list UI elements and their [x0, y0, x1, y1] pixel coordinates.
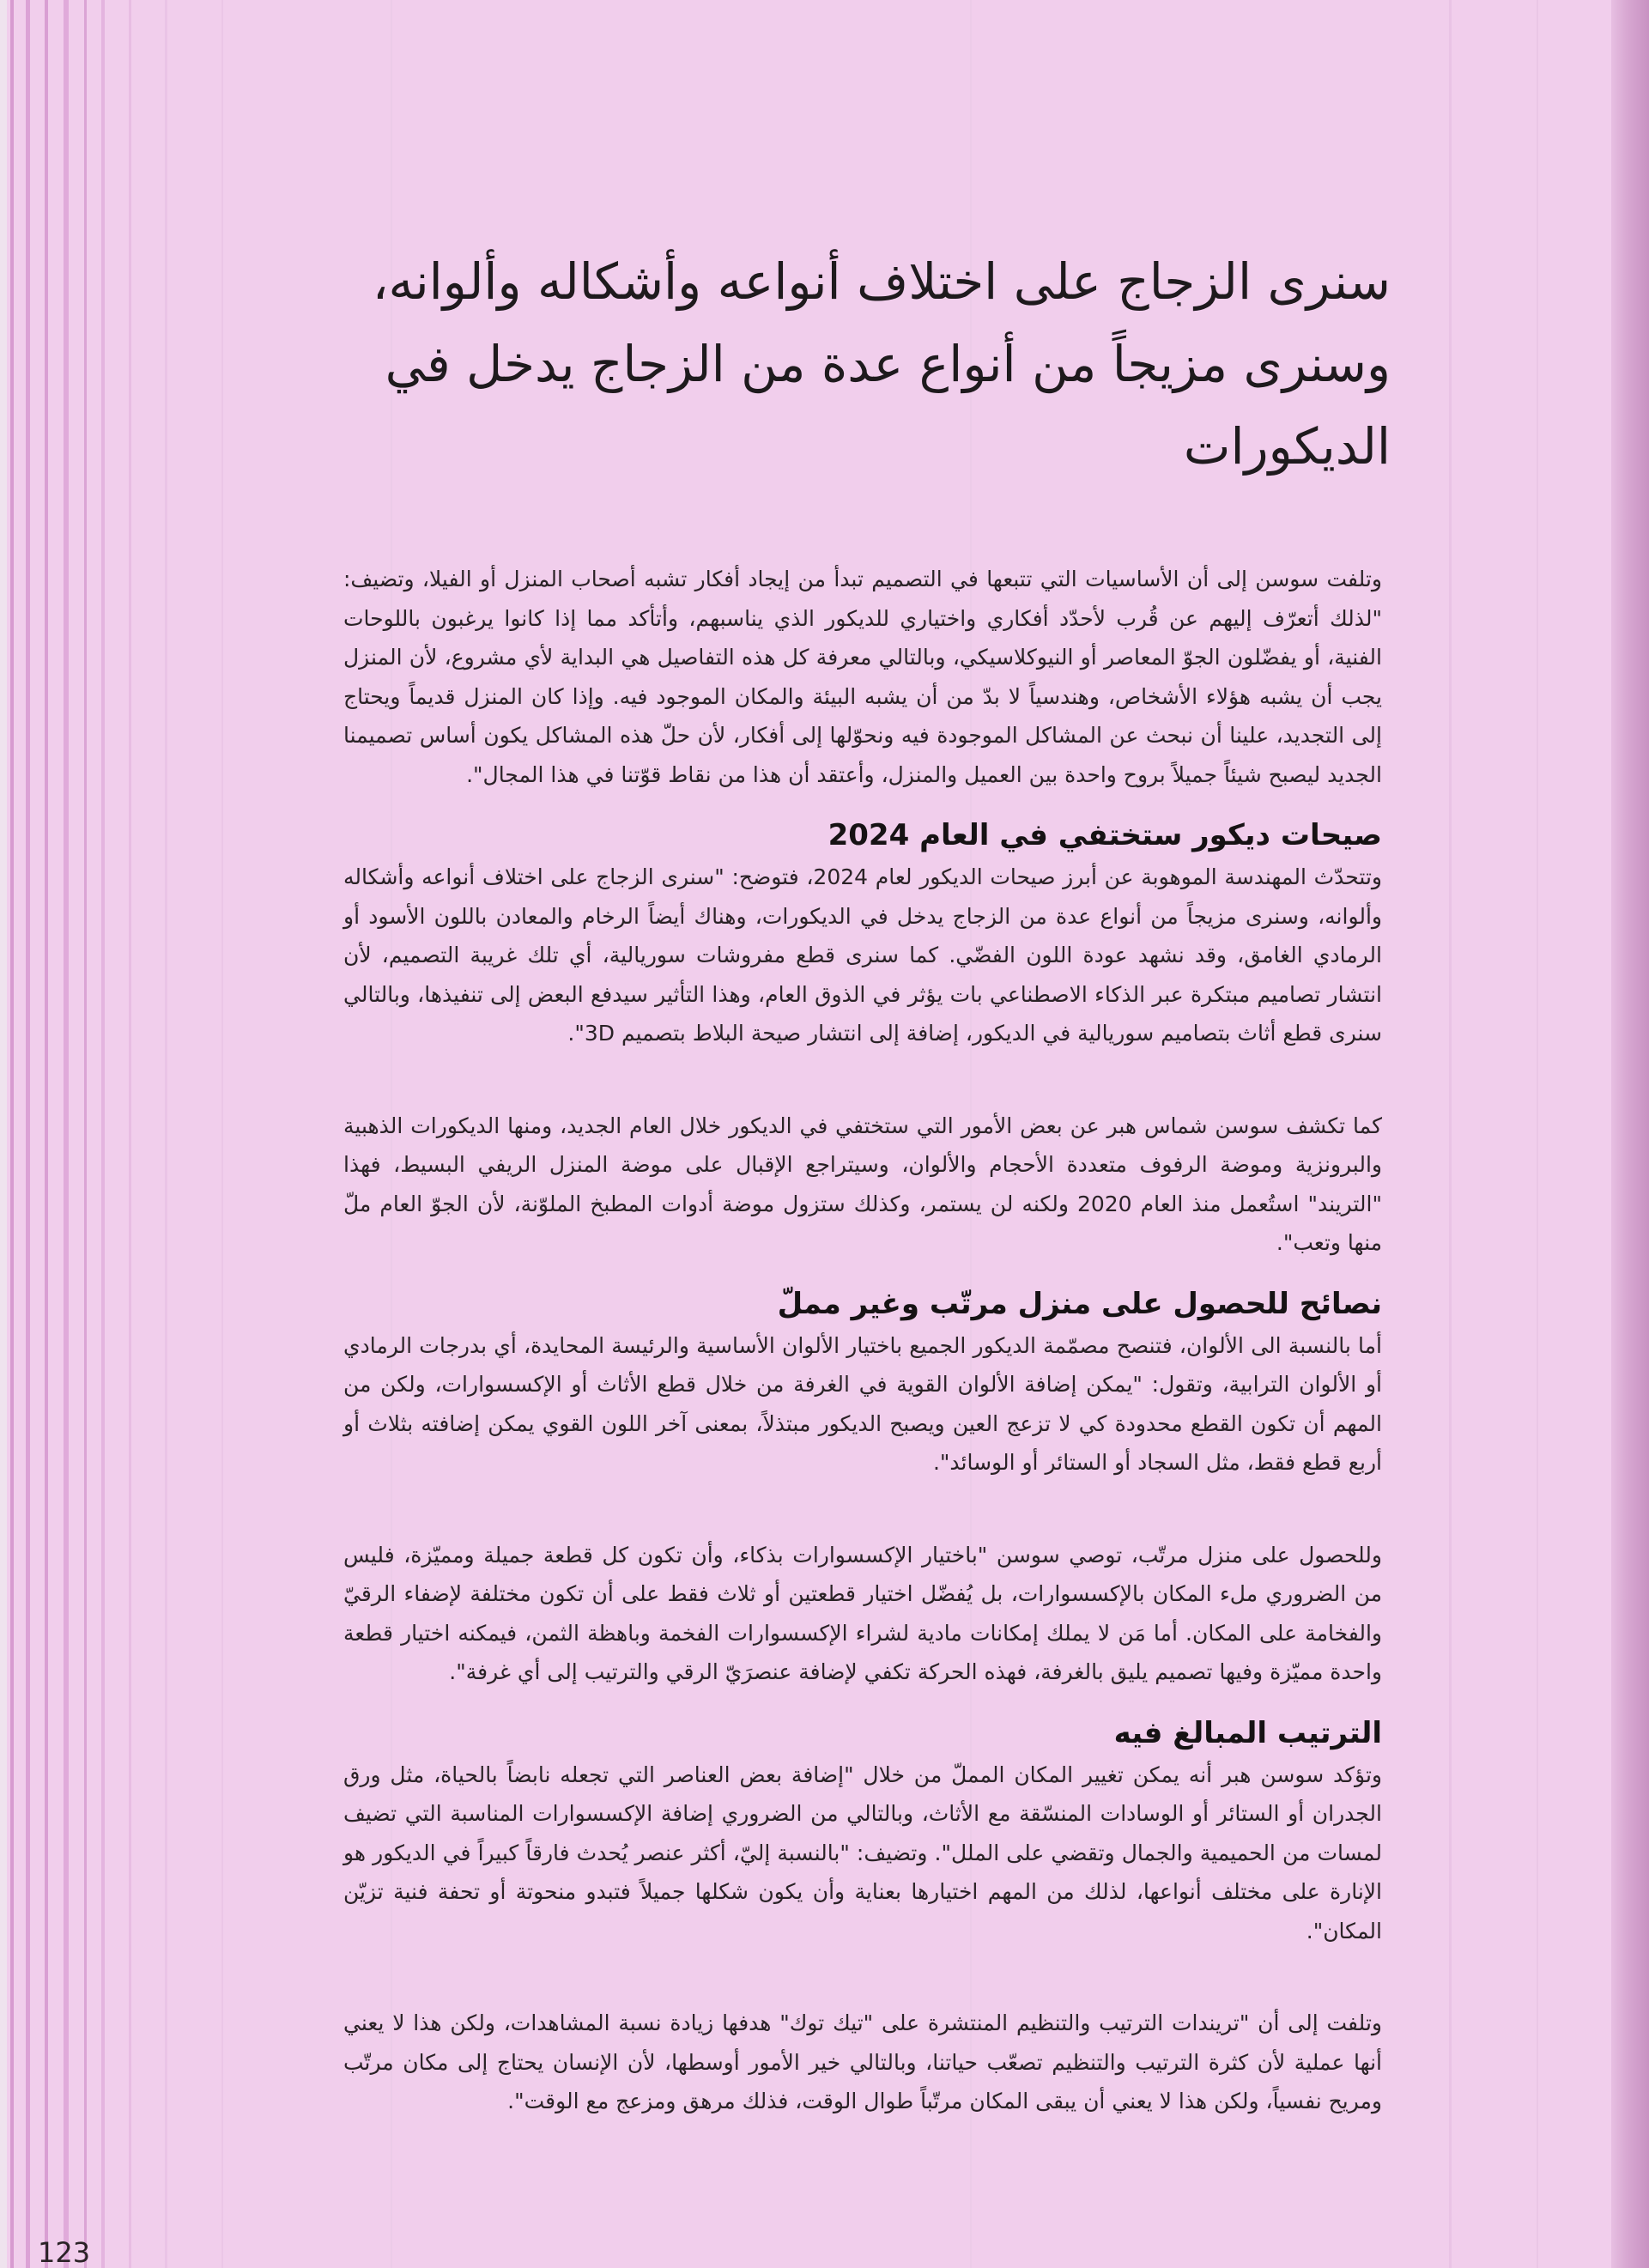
- paragraph-colors: أما بالنسبة الى الألوان، فتنصح مصمّمة الديكور الجميع باختيار الألوان الأساسية والرئيسة المحايدة، أي بدرجات الرمادي أو الألوان الترابية، وتقول: "يمكن إضافة الألوان القوية في الغرفة من خلال قطع الأثاث أو الإكسسوارات، ولكن من المهم أن تكون القطع محدودة كي لا تزعج العين ويصبح الديكور مبتذلاً، بمعنى آخر اللون القوي يمكن إضافته بثلاث أو أربع قطع فقط، مثل السجاد أو الستائر أو الوسائد".: [343, 1332, 1382, 1475]
- paragraph-lighting: وتؤكد سوسن هبر أنه يمكن تغيير المكان المملّ من خلال "إضافة بعض العناصر التي تجعله نابضاً بالحياة، مثل ورق الجدران أو الستائر أو الوسادات المنسّقة مع الأثاث، وبالتالي من الضروري إضافة الإكسسوارات المناسبة التي تضيف لمسات من الحميمية والجمال وتقضي على الملل". وتضيف: "بالنسبة إليّ، أكثر عنصر يُحدث فارقاً كبيراً في الديكور هو الإنارة على مختلف أنواعها، لذلك من المهم اختيارها بعناية وأن يكون شكلها جميلاً فتبدو منحوتة أو تحفة فنية تزيّن المكان".: [343, 1762, 1382, 1944]
- heading-tips: نصائح للحصول على منزل مرتّب وغير مملّ: [777, 1286, 1382, 1321]
- paragraph-tiktok: وتلفت إلى أن "تريندات الترتيب والتنظيم المنتشرة على "تيك توك" هدفها زيادة نسبة المشاهدات، ولكن هذا لا يعني أنها عملية لأن كثرة الترتيب والتنظيم تصعّب حياتنا، وبالتالي خير الأمور أوسطها، لأن الإنسان يحتاج إلى مكان مرتّب ومريح نفسياً، ولكن هذا لا يعني أن يبقى المكان مرتّباً طوال الوقت، فذلك مرهق ومزعج مع الوقت".: [343, 2010, 1382, 2113]
- edge-stripe: [64, 0, 69, 2268]
- edge-stripe: [129, 0, 131, 2268]
- article-body: [343, 560, 1382, 2121]
- page-right-edge: [1611, 0, 1649, 2268]
- edge-stripe: [10, 0, 14, 2268]
- edge-stripe: [165, 0, 167, 2268]
- edge-stripe: [84, 0, 87, 2268]
- paragraph-trends: وتتحدّث المهندسة الموهوبة عن أبرز صيحات الديكور لعام 2024، فتوضح: "سنرى الزجاج على اختلاف أنواعه وأشكاله وألوانه، وسنرى مزيجاً من أنواع عدة من الزجاج يدخل في الديكورات، وهناك أيضاً الرخام والمعادن باللون الأسود أو الرمادي الغامق، وقد نشهد عودة اللون الفضّي. كما سنرى قطع مفروشات سوريالية، أي تلك غريبة التصميم، لأن انتشار تصاميم مبتكرة عبر الذكاء الاصطناعي بات يؤثر في الذوق العام، وهذا التأثير سيدفع البعض إلى تنفيذها، وبالتالي سنرى قطع أثاث بتصاميم سوريالية في الديكور، إضافة إلى انتشار صيحة البلاط بتصميم 3D".: [343, 864, 1382, 1046]
- heading-excessive-order: الترتيب المبالغ فيه: [1113, 1715, 1382, 1750]
- heading-trends-2024: صيحات ديكور ستختفي في العام 2024: [828, 818, 1382, 852]
- paragraph-intro: وتلفت سوسن إلى أن الأساسيات التي تتبعها في التصميم تبدأ من إيجاد أفكار تشبه أصحاب المنزل أو الفيلا، وتضيف: "لذلك أتعرّف إليهم عن قُرب لأحدّد أفكاري واختياري للديكور الذي يناسبهم، وأتأكد مما إذا كانوا يرغبون باللوحات الفنية، أو يفضّلون الجوّ المعاصر أو النيوكلاسيكي، وبالتالي معرفة كل هذه التفاصيل هي البداية لأي مشروع، لأن المنزل يجب أن يشبه هؤلاء الأشخاص، وهندسياً لا بدّ من أن يشبه البيئة والمكان الموجود فيه. وإذا كان المنزل قديماً ويحتاج إلى التجديد، علينا أن نبحث عن المشاكل الموجودة فيه ونحوّلها إلى أفكار، لأن حلّ هذه المشاكل يكون أساس تصميمنا الجديد ليصبح شيئاً جميلاً بروح واحدة بين العميل والمنزل، وأعتقد أن هذا من نقاط قوّتنا في هذا المجال".: [343, 567, 1382, 787]
- edge-stripe: [221, 0, 223, 2268]
- edge-stripe: [1537, 0, 1538, 2268]
- edge-stripe: [45, 0, 48, 2268]
- edge-stripe: [26, 0, 30, 2268]
- edge-stripe: [1449, 0, 1452, 2268]
- edge-stripe: [0, 0, 7, 2268]
- edge-stripe: [101, 0, 105, 2268]
- page-number: 123: [38, 2236, 91, 2268]
- paragraph-accessories: وللحصول على منزل مرتّب، توصي سوسن "باختيار الإكسسوارات بذكاء، وأن تكون كل قطعة جميلة ومميّزة، فليس من الضروري ملء المكان بالإكسسوارات، بل يُفضّل اختيار قطعتين أو ثلاث فقط على أن تكون مختلفة لإضفاء الرقيّ والفخامة على المكان. أما مَن لا يملك إمكانات مادية لشراء الإكسسوارات الفخمة وباهظة الثمن، فيمكنه اختيار قطعة واحدة مميّزة وفيها تصميم يليق بالغرفة، فهذه الحركة تكفي لإضافة عنصرَيّ الرقي والترتيب إلى أي غرفة".: [343, 1542, 1382, 1684]
- pull-quote: سنرى الزجاج على اختلاف أنواعه وأشكاله وألوانه، وسنرى مزيجاً من أنواع عدة من الزجاج يدخل في الديكورات: [372, 252, 1391, 476]
- paragraph-disappearing: كما تكشف سوسن شماس هبر عن بعض الأمور التي ستختفي في الديكور خلال العام الجديد، ومنها الديكورات الذهبية والبرونزية وموضة الرفوف متعددة الأحجام والألوان، وسيتراجع الإقبال على موضة المنزل الريفي البسيط، فهذا "التريند" استُعمل منذ العام 2020 ولكنه لن يستمر، وكذلك ستزول موضة أدوات المطبخ الملوّنة، لأن الجوّ العام ملّ منها وتعب".: [343, 1113, 1382, 1255]
